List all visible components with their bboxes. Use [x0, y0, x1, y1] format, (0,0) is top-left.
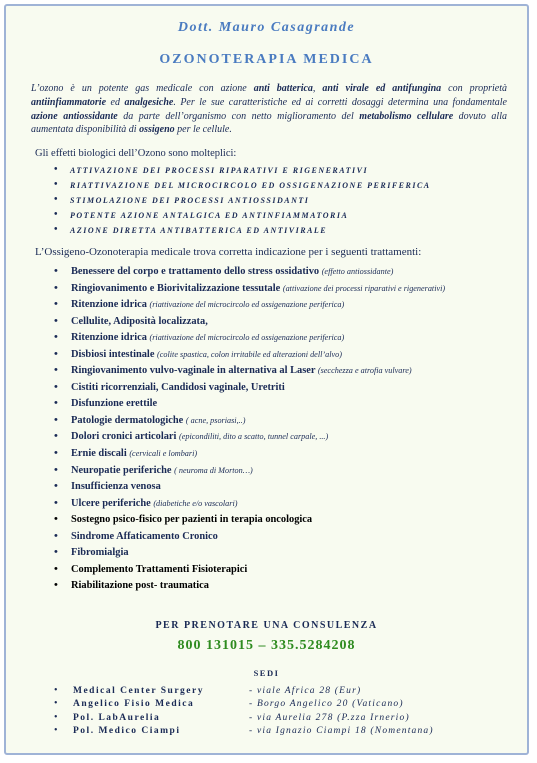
effect-item: • POTENTE AZIONE ANTALGICA ED ANTINFIAMMATORIA [54, 211, 431, 226]
treatments-list [54, 266, 445, 597]
treatment-note: (riattivazione del microcircolo ed ossigenazione periferica) [149, 333, 345, 343]
location-address: - Borgo Angelico 20 (Vaticano) [249, 699, 404, 710]
treatment-label: Neuropatie periferiche [71, 464, 172, 476]
treatment-item [54, 465, 445, 482]
treatment-label: Sostegno psico-fisico per pazienti in terapia oncologica [71, 514, 313, 526]
treatment-note: ( neuroma di Morton…) [174, 465, 253, 475]
effect-item: • STIMOLAZIONE DEI PROCESSI ANTIOSSIDANTI [54, 196, 431, 211]
location-name: Medical Center Surgery [73, 686, 204, 696]
bullet-icon: • [54, 711, 58, 723]
effect-item: • ATTIVAZIONE DEI PROCESSI RIPARATIVI E RIGENERATIVI [54, 166, 431, 181]
treatment-label: Dolori cronici articolari [71, 431, 177, 443]
treatment-item [54, 398, 445, 415]
intro-text: , [312, 83, 323, 94]
treatment-note: (diabetiche e/o vascolari) [153, 498, 238, 508]
location-name: Angelico Fisio Medica [73, 699, 195, 710]
intro-text: ed [106, 96, 125, 108]
treatment-item [54, 382, 445, 399]
treatment-label: Ritenzione idrica [71, 299, 147, 311]
intro-bold: analgesiche [124, 96, 174, 108]
treatment-note: (secchezza e atrofia vulvare) [317, 366, 412, 376]
effects-list [54, 166, 431, 241]
treatment-item [54, 316, 445, 333]
treatment-note: (colite spastica, colon irritabile ed alterazioni dell’alvo) [157, 349, 342, 359]
treatment-item [54, 415, 445, 432]
bullet-icon: • [54, 685, 58, 696]
treatment-item [54, 332, 445, 349]
location-name: Pol. Medico Ciampi [73, 725, 181, 736]
intro-text: con proprietà [441, 83, 507, 94]
intro-bold: anti virale ed antifungina [322, 83, 442, 94]
treatment-label: Ulcere periferiche [71, 497, 151, 509]
treatment-label: Disbiosi intestinale [71, 348, 155, 360]
treatment-note: (cervicali e lombari) [129, 449, 198, 459]
treatment-note: (effetto antiossidante) [321, 267, 394, 276]
bullet-icon: • [54, 724, 58, 736]
treatment-item [54, 431, 445, 448]
treatment-item [54, 283, 445, 300]
intro-text: da parte dell’organismo con netto miglioramento del [117, 110, 360, 122]
effect-item: • AZIONE DIRETTA ANTIBATTERICA ED ANTIVIRALE [54, 226, 431, 241]
treatment-label: Cellulite, Adiposità localizzata, [71, 315, 208, 327]
treatment-item [54, 547, 445, 564]
locations-heading: SEDI [253, 668, 280, 678]
treatment-label: Sindrome Affaticamento Cronico [71, 530, 218, 542]
phone-numbers: 800 131015 – 335.5284208 [177, 638, 356, 653]
treatment-item [54, 448, 445, 465]
treatment-item [54, 266, 445, 283]
page-title: OZONOTERAPIA MEDICA [159, 52, 374, 67]
treatment-item [54, 498, 445, 515]
intro-bold: azione antiossidante [31, 110, 118, 122]
bullet-icon: • [54, 698, 58, 710]
intro-paragraph [31, 82, 507, 137]
treatment-label: Cistiti ricorrenziali, Candidosi vaginale, Uretriti [71, 381, 285, 393]
treatment-label: Disfunzione erettile [71, 398, 158, 410]
treatment-label: Complemento Trattamenti Fisioterapici [71, 563, 248, 575]
treatment-item [54, 514, 445, 531]
treatment-item [54, 564, 445, 581]
intro-bold: metabolismo cellulare [359, 110, 454, 122]
treatment-label: Insufficienza venosa [71, 481, 161, 493]
location-address: - via Aurelia 278 (P.zza Irnerio) [249, 712, 410, 723]
location-address: - via Ignazio Ciampi 18 (Nomentana) [249, 725, 434, 736]
treatment-label: Ringiovanimento vulvo-vaginale in alternativa al Laser [71, 365, 316, 377]
treatment-item [54, 531, 445, 548]
effects-heading: Gli effetti biologici dell’Ozono sono molteplici: [35, 148, 237, 159]
intro-bold: anti batterica [253, 83, 313, 94]
treatment-note: (epicondiliti, dito a scatto, tunnel carpale, ...) [179, 432, 329, 442]
treatment-label: Riabilitazione post- traumatica [71, 580, 209, 592]
effect-item: • RIATTIVAZIONE DEL MICROCIRCOLO ED OSSIGENAZIONE PERIFERICA [54, 181, 431, 196]
flyer-frame [4, 4, 529, 755]
intro-bold: antiinfiammatorie [31, 96, 107, 108]
treatment-label: Patologie dermatologiche [71, 414, 184, 426]
doctor-name: Dott. Mauro Casagrande [177, 20, 356, 35]
intro-bold: ossigeno [139, 124, 175, 136]
treatment-label: Benessere del corpo e trattamento dello stress ossidativo [71, 266, 320, 277]
treatment-label: Ritenzione idrica [71, 332, 147, 344]
intro-text: dovuto alla aumentata disponibilità di [31, 110, 507, 136]
treatment-note: (attivazione dei processi riparativi e rigenerativi) [282, 283, 446, 293]
intro-text: . Per le sue caratteristiche ed ai corretti dosaggi determina una fondamentale [173, 96, 507, 108]
treatment-note: (riattivazione del microcircolo ed ossigenazione periferica) [149, 300, 345, 310]
treatment-item [54, 349, 445, 366]
treatment-label: Ernie discali [71, 448, 127, 460]
treatment-item [54, 481, 445, 498]
treatments-heading: L’Ossigeno-Ozonoterapia medicale trova corretta indicazione per i seguenti trattamenti: [35, 246, 422, 258]
location-name: Pol. LabAurelia [73, 712, 161, 723]
booking-heading: PER PRENOTARE UNA CONSULENZA [155, 620, 378, 631]
treatment-label: Ringiovanimento e Biorivitalizzazione tessutale [71, 282, 281, 294]
location-address: - viale Africa 28 (Eur) [249, 686, 362, 696]
treatment-item [54, 580, 445, 597]
intro-text: per le cellule. [174, 124, 232, 136]
intro-text: L’ozono è un potente gas medicale con azione [31, 83, 254, 94]
treatment-label: Fibromialgia [71, 547, 129, 559]
treatment-item [54, 299, 445, 316]
treatment-note: ( acne, psoriasi,..) [185, 415, 246, 425]
treatment-item [54, 365, 445, 382]
